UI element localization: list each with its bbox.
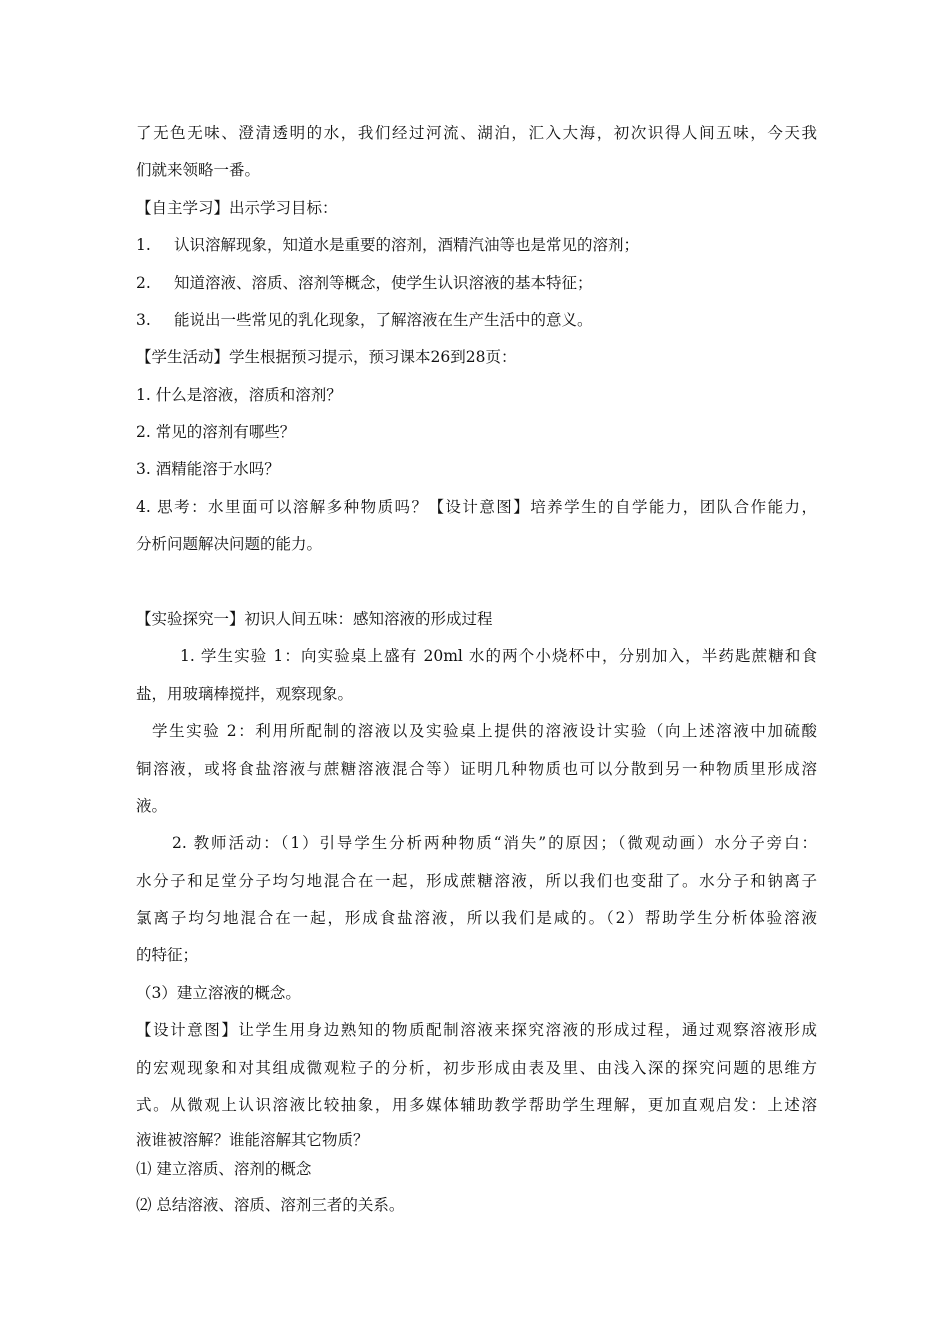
intro-line-2: 们就来领略一番。 <box>136 161 261 179</box>
teacher-activity-line-1: 2. 教师活动：（1）引导学生分析两种物质“消失”的原因；（微观动画）水分子旁白： <box>172 834 817 852</box>
teacher-activity-line-2: 水分子和足堂分子均匀地混合在一起，形成蔗糖溶液，所以我们也变甜了。水分子和钠离子 <box>136 872 817 890</box>
design-intent-line-4: 液谁被溶解？谁能溶解其它物质？ <box>136 1131 369 1149</box>
experiment-2-line-3: 液。 <box>136 797 168 815</box>
goal-text: 能说出一些常见的乳化现象，了解溶液在生产生活中的意义。 <box>174 311 593 329</box>
question-4-line-2: 分析问题解决问题的能力。 <box>136 535 323 553</box>
design-intent-item-1: ⑴ 建立溶质、溶剂的概念 <box>136 1160 312 1178</box>
question-4-line-1: 4. 思考：水里面可以溶解多种物质吗？【设计意图】培养学生的自学能力，团队合作能力， <box>136 498 817 516</box>
design-intent-item-2: ⑵ 总结溶液、溶质、溶剂三者的关系。 <box>136 1196 405 1214</box>
design-intent-line-3: 式。从微观上认识溶液比较抽象，用多媒体辅助教学帮助学生理解，更加直观启发：上述溶 <box>136 1096 817 1114</box>
goal-text: 认识溶解现象，知道水是重要的溶剂，酒精汽油等也是常见的溶剂； <box>174 236 640 254</box>
self-study-heading: 【自主学习】出示学习目标： <box>136 199 338 217</box>
experiment-1-line-1: 1. 学生实验 1：向实验桌上盛有 20ml 水的两个小烧杯中，分别加入，半药匙蔗糖和食 <box>180 647 817 665</box>
question-item: 3. 酒精能溶于水吗？ <box>136 460 280 478</box>
experiment-1-line-2: 盐，用玻璃棒搅拌，观察现象。 <box>136 685 354 703</box>
teacher-activity-line-5: （3）建立溶液的概念。 <box>136 984 301 1002</box>
experiment-2-line-2: 铜溶液，或将食盐溶液与蔗糖溶液混合等）证明几种物质也可以分散到另一种物质里形成溶 <box>136 760 817 778</box>
experiment-2-line-1: 学生实验 2：利用所配制的溶液以及实验桌上提供的溶液设计实验（向上述溶液中加硫酸 <box>152 722 817 740</box>
goal-number: 3. <box>136 311 151 329</box>
goal-number: 2. <box>136 274 151 292</box>
goal-text: 知道溶液、溶质、溶剂等概念，使学生认识溶液的基本特征； <box>174 274 593 292</box>
question-item: 1. 什么是溶液，溶质和溶剂？ <box>136 386 342 404</box>
intro-line-1: 了无色无味、澄清透明的水，我们经过河流、湖泊，汇入大海，初次识得人间五味，今天我 <box>136 124 817 142</box>
experiment-heading: 【实验探究一】初识人间五味：感知溶液的形成过程 <box>136 610 493 628</box>
design-intent-line-2: 的宏观现象和对其组成微观粒子的分析，初步形成由表及里、由浅入深的探究问题的思维方 <box>136 1059 817 1077</box>
goal-item <box>136 310 593 330</box>
question-item: 2. 常见的溶剂有哪些？ <box>136 423 296 441</box>
goal-item <box>136 273 593 293</box>
student-activity-heading: 【学生活动】学生根据预习提示，预习课本26到28页： <box>136 348 517 366</box>
goal-number: 1. <box>136 236 151 254</box>
teacher-activity-line-3: 氯离子均匀地混合在一起，形成食盐溶液，所以我们是咸的。（2）帮助学生分析体验溶液 <box>136 909 817 927</box>
goal-item <box>136 235 639 255</box>
teacher-activity-line-4: 的特征； <box>136 946 199 964</box>
design-intent-line-1: 【设计意图】让学生用身边熟知的物质配制溶液来探究溶液的形成过程，通过观察溶液形成 <box>136 1021 817 1039</box>
